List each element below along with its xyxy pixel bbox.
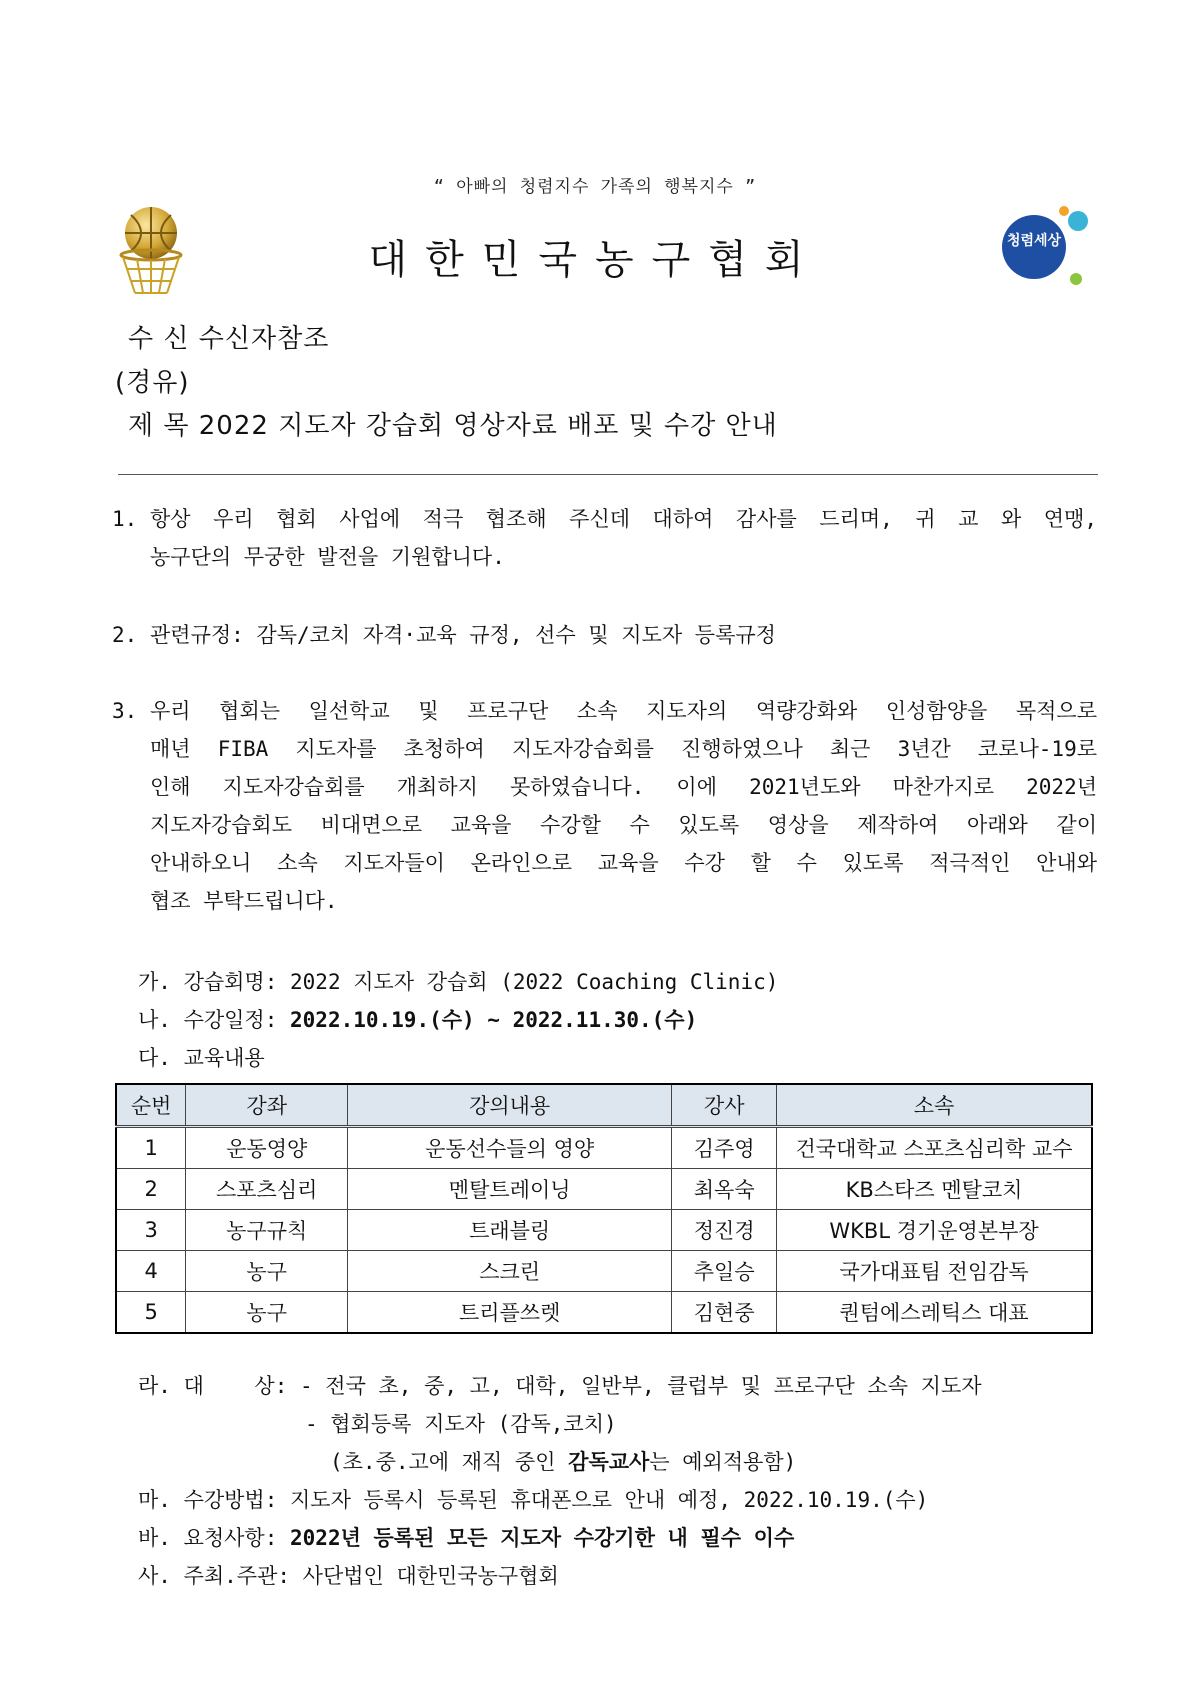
paragraph-line: 농구단의 무궁한 발전을 기원합니다.: [150, 545, 505, 569]
table-cell: 정진경: [672, 1210, 777, 1251]
paragraph-line: 매년 FIBA 지도자를 초청하여 지도자강습회를 진행하였으나 최근 3년간 코로나-19로: [150, 737, 1097, 761]
table-header: 순번: [116, 1084, 186, 1127]
paragraph-1: [112, 500, 1097, 576]
table-cell: 멘탈트레이닝: [348, 1169, 672, 1210]
table-header: 강좌: [186, 1084, 348, 1127]
integrity-world-logo: [990, 205, 1090, 295]
table-cell: KB스타즈 멘탈코치: [777, 1169, 1092, 1210]
table-cell: 건국대학교 스포츠심리학 교수: [777, 1127, 1092, 1169]
table-header: 소속: [777, 1084, 1092, 1127]
table-cell: 2: [116, 1169, 186, 1210]
paragraph-number: 2.: [112, 623, 138, 647]
item-label: 바. 요청사항:: [138, 1526, 291, 1550]
table-cell: 운동영양: [186, 1127, 348, 1169]
slogan: “ 아빠의 청렴지수 가족의 행복지수 ”: [433, 177, 757, 197]
table-header: 강사: [672, 1084, 777, 1127]
table-cell: 농구규칙: [186, 1210, 348, 1251]
item-ra: [138, 1370, 982, 1400]
item-da: [138, 1042, 265, 1072]
paragraph-line: 우리 협회는 일선학교 및 프로구단 소속 지도자의 역량강화와 인성함양을 목적으로: [150, 699, 1097, 723]
table-cell: 퀀텀에스레틱스 대표: [777, 1292, 1092, 1334]
table-cell: 김현중: [672, 1292, 777, 1334]
table-cell: 스크린: [348, 1251, 672, 1292]
subject-label: 제 목: [128, 411, 190, 441]
table-row: [116, 1210, 1092, 1251]
paragraph-line: 관련규정: 감독/코치 자격·교육 규정, 선수 및 지도자 등록규정: [150, 623, 776, 647]
emphasis: 감독교사: [568, 1450, 650, 1474]
item-value: 2022.10.19.(수) ~ 2022.11.30.(수): [290, 1008, 698, 1032]
table-cell: 운동선수들의 영양: [348, 1127, 672, 1169]
item-sa: [138, 1560, 559, 1590]
item-value: 2022 지도자 강습회 (2022 Coaching Clinic): [290, 970, 779, 994]
paragraph-2: [112, 616, 1097, 654]
item-ga: [138, 966, 778, 996]
table-cell: 추일승: [672, 1251, 777, 1292]
integrity-logo-text: 청렴세상: [1006, 233, 1062, 249]
recipient-line: [128, 318, 329, 355]
paragraph-number: 3.: [112, 699, 138, 723]
item-ra-line2: - 협회등록 지도자 (감독,코치): [305, 1412, 617, 1436]
paragraph-line: 협조 부탁드립니다.: [150, 889, 338, 913]
organization-title: 대한민국농구협회: [368, 237, 822, 283]
table-cell: WKBL 경기운영본부장: [777, 1210, 1092, 1251]
paragraph-3: [112, 692, 1097, 920]
table-row: [116, 1127, 1092, 1169]
subject-value: 2022 지도자 강습회 영상자료 배포 및 수강 안내: [198, 411, 778, 441]
table-row: [116, 1292, 1092, 1334]
paragraph-line: 인해 지도자강습회를 개최하지 못하였습니다. 이에 2021년도와 마찬가지로 2022년: [150, 775, 1097, 799]
course-table: [115, 1083, 1093, 1334]
item-value: - 전국 초, 중, 고, 대학, 일반부, 클럽부 및 프로구단 소속 지도자: [300, 1374, 982, 1398]
item-label: 다. 교육내용: [138, 1046, 265, 1070]
paragraph-line: 지도자강습회도 비대면으로 교육을 수강할 수 있도록 영상을 제작하여 아래와 같이: [150, 813, 1097, 837]
item-na: [138, 1004, 697, 1034]
table-row: [116, 1251, 1092, 1292]
table-cell: 스포츠심리: [186, 1169, 348, 1210]
header-divider: [118, 474, 1098, 475]
item-value: 사단법인 대한민국농구협회: [302, 1564, 559, 1588]
table-cell: 4: [116, 1251, 186, 1292]
paragraph-line: 안내하오니 소속 지도자들이 온라인으로 교육을 수강 할 수 있도록 적극적인 안내와: [150, 851, 1097, 875]
table-row: [116, 1169, 1092, 1210]
item-label: 라. 대 상:: [138, 1374, 301, 1398]
item-value: 2022년 등록된 모든 지도자 수강기한 내 필수 이수: [290, 1526, 795, 1550]
item-ma: [138, 1484, 928, 1514]
table-cell: 3: [116, 1210, 186, 1251]
via-line: [115, 362, 190, 399]
table-cell: 국가대표팀 전임감독: [777, 1251, 1092, 1292]
item-ba: [138, 1522, 794, 1552]
table-cell: 5: [116, 1292, 186, 1334]
recipient-label: 수 신: [128, 324, 190, 354]
item-label: 사. 주최.주관:: [138, 1564, 303, 1588]
recipient-value: 수신자참조: [198, 324, 330, 354]
paragraph-line: 항상 우리 협회 사업에 적극 협조해 주신데 대하여 감사를 드리며, 귀 교 와 연맹,: [150, 507, 1097, 531]
item-ra-line3: (초.중.고에 재직 중인 감독교사는 예외적용함): [330, 1450, 797, 1474]
table-cell: 김주영: [672, 1127, 777, 1169]
table-cell: 1: [116, 1127, 186, 1169]
table-header: 강의내용: [348, 1084, 672, 1127]
paragraph-number: 1.: [112, 507, 138, 531]
item-value: 지도자 등록시 등록된 휴대폰으로 안내 예정, 2022.10.19.(수): [290, 1488, 929, 1512]
table-cell: 트래블링: [348, 1210, 672, 1251]
table-cell: 트리플쓰렛: [348, 1292, 672, 1334]
item-label: 가. 강습회명:: [138, 970, 291, 994]
subject-line: [128, 405, 778, 442]
table-cell: 농구: [186, 1292, 348, 1334]
table-header-row: [116, 1084, 1092, 1127]
table-cell: 최옥숙: [672, 1169, 777, 1210]
item-label: 나. 수강일정:: [138, 1008, 291, 1032]
item-label: 마. 수강방법:: [138, 1488, 291, 1512]
via-label: (경유): [115, 368, 190, 398]
table-cell: 농구: [186, 1251, 348, 1292]
